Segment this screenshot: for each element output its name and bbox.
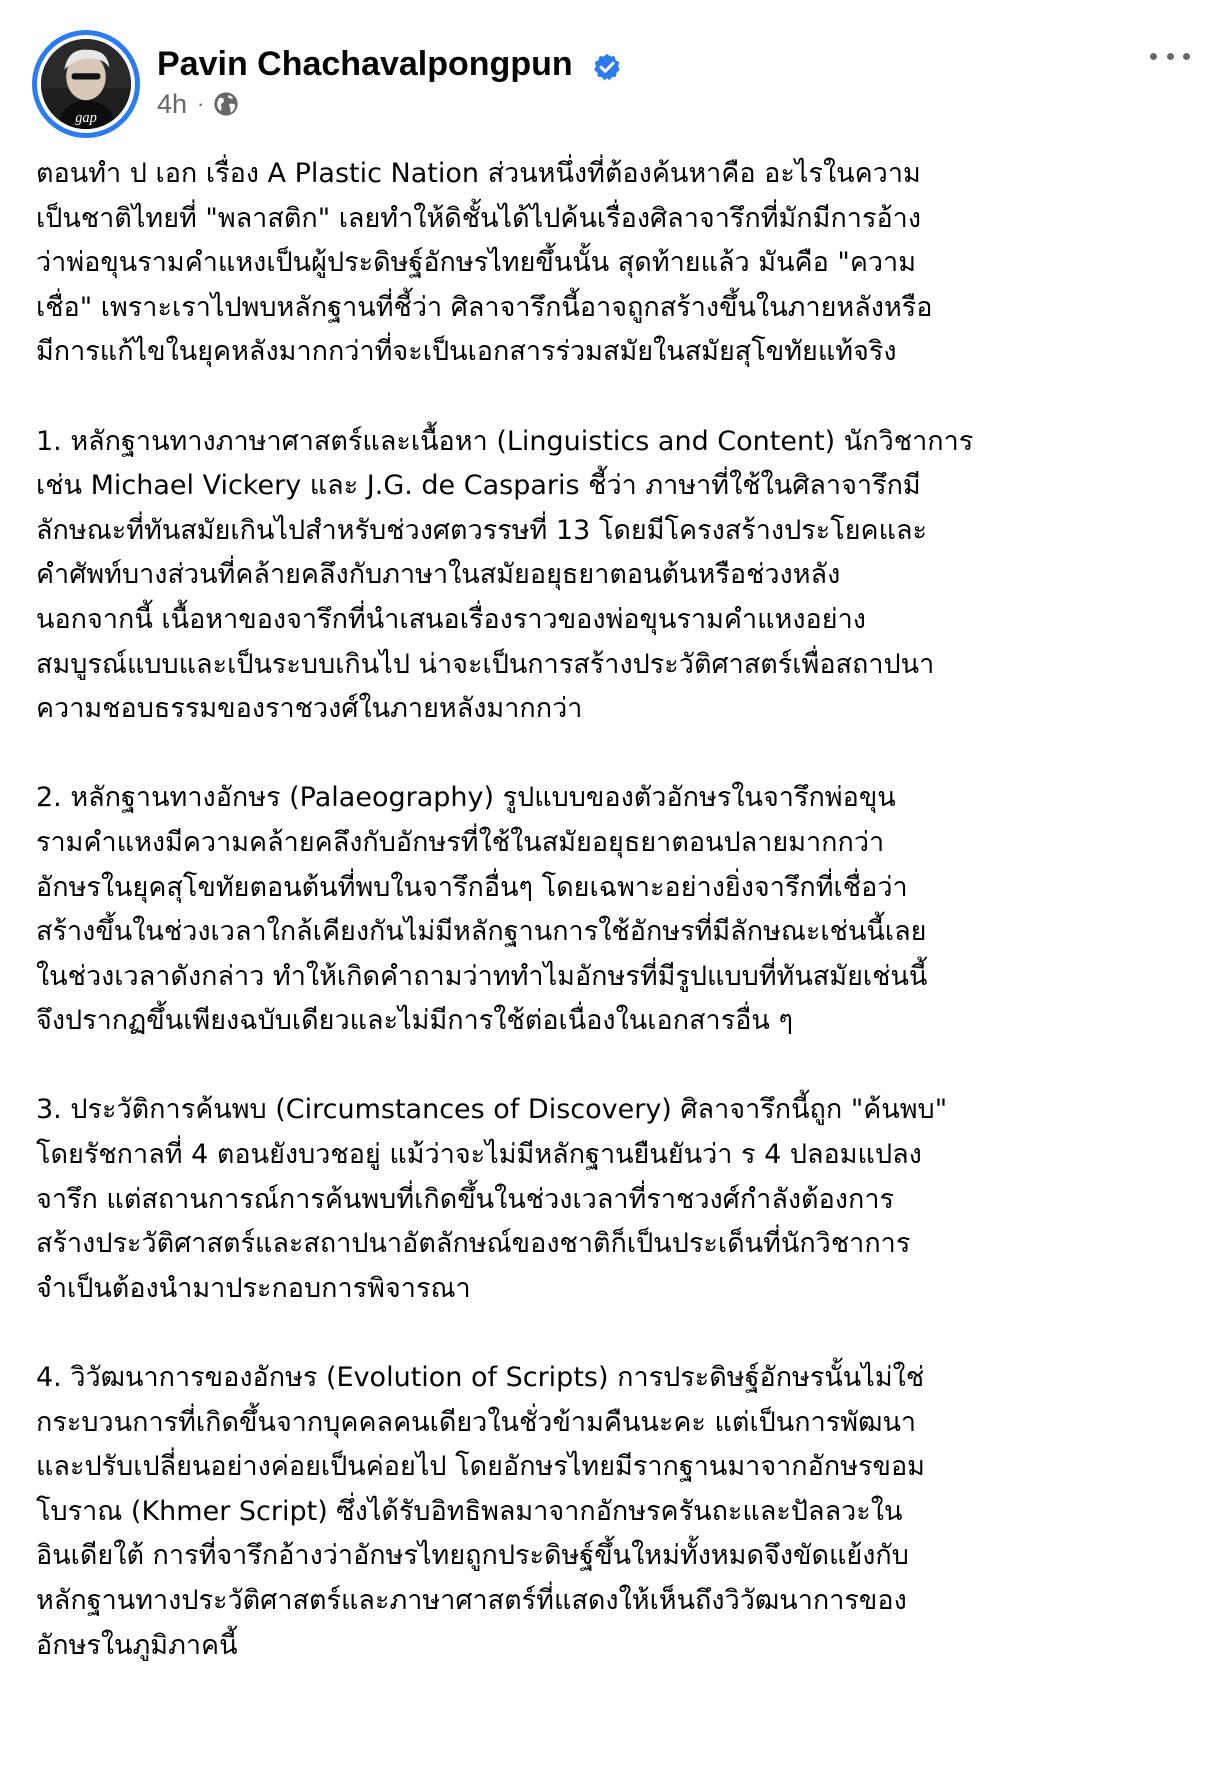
post-paragraph-point-3 [36,1088,1186,1311]
text-line: อักษรในภูมิภาคนี้ [36,1629,238,1661]
author-name[interactable]: Pavin Chachavalpongpun [157,45,573,83]
meta-separator: · [197,91,205,116]
text-line: รามคำแหงมีความคล้ายคลึงกับอักษรที่ใช้ในสมัยอยุธยาตอนปลายมากกว่า [36,826,885,858]
verified-badge-icon [592,52,622,82]
text-line: สร้างขึ้นในช่วงเวลาใกล้เคียงกันไม่มีหลักฐานการใช้อักษรที่มีลักษณะเช่นนี้เลย [36,916,927,948]
avatar-brand-text: gap [75,109,97,126]
text-line: 2. หลักฐานทางอักษร (Palaeography) รูปแบบของตัวอักษรในจารึกพ่อขุน [36,782,896,814]
text-line: อักษรในยุคสุโขทัยตอนต้นที่พบในจารึกอื่นๆ โดยเฉพาะอย่างยิ่งจารึกที่เชื่อว่า [36,871,908,903]
more-dot [1150,53,1157,60]
author-avatar[interactable] [32,30,140,138]
post-meta [157,86,240,122]
text-line: เช่น Michael Vickery และ J.G. de Casparis ชี้ว่า ภาษาที่ใช้ในศิลาจารึกมี [36,470,921,502]
globe-icon[interactable] [212,90,240,118]
text-line: ในช่วงเวลาดังกล่าว ทำให้เกิดคำถามว่าททำไมอักษรที่มีรูปแบบที่ทันสมัยเช่นนี้ [36,960,928,992]
text-line: 4. วิวัฒนาการของอักษร (Evolution of Scripts) การประดิษฐ์อักษรนั้นไม่ใช่ [36,1362,925,1394]
text-line: เชื่อ" เพราะเราไปพบหลักฐานที่ชี้ว่า ศิลาจารึกนี้อาจถูกสร้างขึ้นในภายหลังหรือ [36,291,933,323]
text-line: โดยรัชกาลที่ 4 ตอนยังบวชอยู่ แม้ว่าจะไม่มีหลักฐานยืนยันว่า ร 4 ปลอมแปลง [36,1139,922,1171]
post-body [36,152,1186,1668]
avatar-portrait-icon [41,39,131,129]
text-line: โบราณ (Khmer Script) ซึ่งได้รับอิทธิพลมาจากอักษรครันถะและปัลลวะใน [36,1495,903,1527]
post-header [0,0,1208,150]
text-line: และปรับเปลี่ยนอย่างค่อยเป็นค่อยไป โดยอักษรไทยมีรากฐานมาจากอักษรขอม [36,1451,925,1483]
text-line: ความชอบธรรมของราชวงศ์ในภายหลังมากกว่า [36,693,583,725]
text-line: ลักษณะที่ทันสมัยเกินไปสำหรับช่วงศตวรรษที่ 13 โดยมีโครงสร้างประโยคและ [36,514,928,546]
text-line: คำศัพท์บางส่วนที่คล้ายคลึงกับภาษาในสมัยอยุธยาตอนต้นหรือช่วงหลัง [36,559,841,591]
text-line: 3. ประวัติการค้นพบ (Circumstances of Discovery) ศิลาจารึกนี้ถูก "ค้นพบ" [36,1094,948,1126]
post-timestamp[interactable]: 4h [157,88,188,119]
more-options-icon[interactable] [1150,38,1190,74]
post-paragraph-point-2 [36,776,1186,1044]
text-line: อินเดียใต้ การที่จารึกอ้างว่าอักษรไทยถูกประดิษฐ์ขึ้นใหม่ทั้งหมดจึงขัดแย้งกับ [36,1540,909,1572]
more-dot [1167,53,1174,60]
avatar-photo [41,39,131,129]
text-line: เป็นชาติไทยที่ "พลาสติก" เลยทำให้ดิชั้นได้ไปค้นเรื่องศิลาจารึกที่มักมีการอ้าง [36,202,922,234]
text-line: มีการแก้ไขในยุคหลังมากกว่าที่จะเป็นเอกสารร่วมสมัยในสมัยสุโขทัยแท้จริง [36,336,897,368]
text-line: หลักฐานทางประวัติศาสตร์และภาษาศาสตร์ที่แสดงให้เห็นถึงวิวัฒนาการของ [36,1585,907,1616]
more-dot [1183,53,1190,60]
post-paragraph-intro [36,152,1186,375]
text-line: ว่าพ่อขุนรามคำแหงเป็นผู้ประดิษฐ์อักษรไทยขึ้นนั้น สุดท้ายแล้ว มันคือ "ความ [36,247,917,279]
text-line: จำเป็นต้องนำมาประกอบการพิจารณา [36,1272,471,1304]
text-line: ตอนทำ ป เอก เรื่อง A Plastic Nation ส่วนหนึ่งที่ต้องค้นหาคือ อะไรในความ [36,158,921,189]
post-paragraph-point-4 [36,1356,1186,1668]
text-line: จารึก แต่สถานการณ์การค้นพบที่เกิดขึ้นในช่วงเวลาที่ราชวงศ์กำลังต้องการ [36,1183,895,1215]
text-line: 1. หลักฐานทางภาษาศาสตร์และเนื้อหา (Linguistics and Content) นักวิชาการ [36,425,974,457]
post-paragraph-point-1 [36,420,1186,732]
text-line: สร้างประวัติศาสตร์และสถาปนาอัตลักษณ์ของชาติก็เป็นประเด็นที่นักวิชาการ [36,1228,911,1260]
text-line: จึงปรากฏขึ้นเพียงฉบับเดียวและไม่มีการใช้ต่อเนื่องในเอกสารอื่น ๆ [36,1005,793,1037]
text-line: นอกจากนี้ เนื้อหาของจารึกที่นำเสนอเรื่องราวของพ่อขุนรามคำแหงอย่าง [36,603,866,635]
text-line: กระบวนการที่เกิดขึ้นจากบุคคลคนเดียวในชั่วข้ามคืนนะคะ แต่เป็นการพัฒนา [36,1406,917,1438]
text-line: สมบูรณ์แบบและเป็นระบบเกินไป น่าจะเป็นการสร้างประวัติศาสตร์เพื่อสถาปนา [36,648,935,680]
